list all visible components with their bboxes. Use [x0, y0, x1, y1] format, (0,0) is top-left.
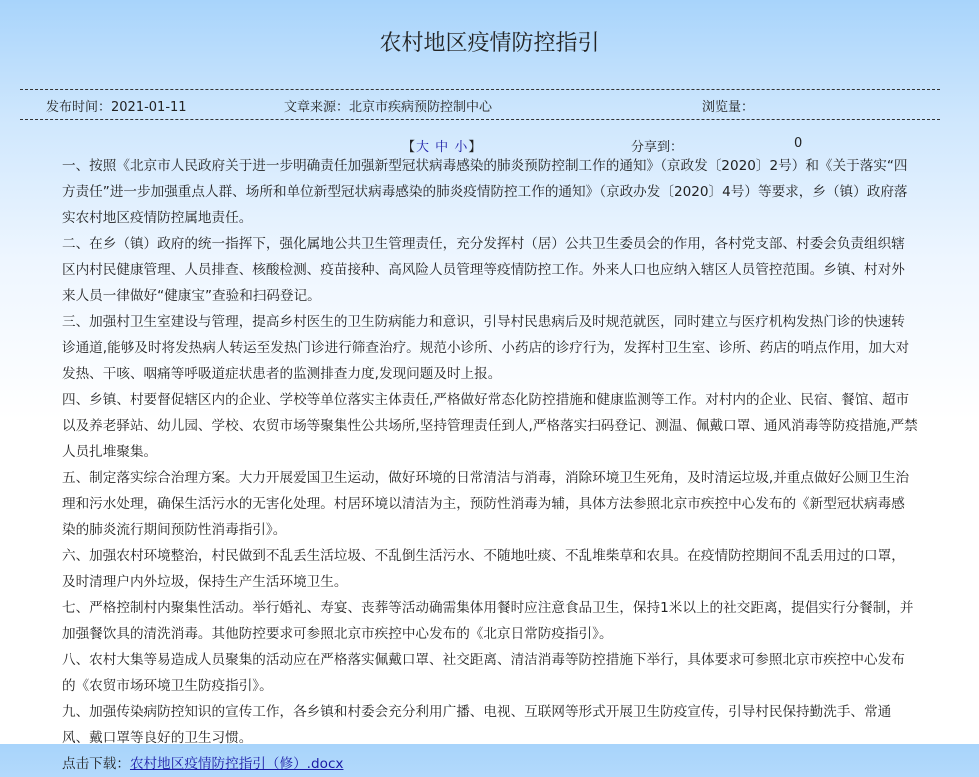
bracket: 【 — [402, 140, 416, 155]
share-label: 分享到： — [631, 140, 684, 155]
view-count-label: 浏览量： — [702, 100, 755, 115]
paragraph: 一、按照《北京市人民政府关于进一步明确责任加强新型冠状病毒感染的肺炎预防控制工作的通知》（京政发〔2020〕2号）和《关于落实“四方责任”进一步加强重点人群、场所和单位新型冠状病毒感染的肺炎疫情防控工作的通知》（京政办发〔2020〕4号）等要求，乡（镇）政府落实农村地区疫情防控属地责任。 — [62, 158, 908, 226]
paragraph: 八、农村大集等易造成人员聚集的活动应在严格落实佩戴口罩、社交距离、清洁消毒等防控措施下举行，具体要求可参照北京市疾控中心发布的《农贸市场环境卫生防疫指引》。 — [62, 652, 905, 694]
paragraph: 九、加强传染病防控知识的宣传工作，各乡镇和村委会充分利用广播、电视、互联网等形式开展卫生防疫宣传，引导村民保持勤洗手、常通风、戴口罩等良好的卫生习惯。 — [62, 704, 892, 746]
download-row — [62, 751, 918, 777]
publish-date-value: 2021-01-11 — [111, 100, 187, 115]
paragraph: 五、制定落实综合治理方案。大力开展爱国卫生运动，做好环境的日常清洁与消毒，消除环境卫生死角，及时清运垃圾,并重点做好公厕卫生治理和污水处理，确保生活污水的无害化处理。村居环境以清洁为主，预防性消毒为辅，具体方法参照北京市疾控中心发布的《新型冠状病毒感染的肺炎流行期间预防性消毒指引》。 — [62, 470, 910, 538]
font-size-large[interactable]: 大 — [416, 140, 430, 155]
download-label: 点击下载： — [62, 756, 130, 772]
paragraph: 六、加强农村环境整治，村民做到不乱丢生活垃圾、不乱倒生活污水、不随地吐痰、不乱堆柴草和农具。在疫情防控期间不乱丢用过的口罩，及时清理户内外垃圾，保持生产生活环境卫生。 — [62, 548, 905, 590]
page-title: 农村地区疫情防控指引 — [379, 31, 600, 56]
font-size-medium[interactable]: 中 — [435, 140, 449, 155]
divider — [20, 89, 940, 90]
download-link[interactable]: 农村地区疫情防控指引（修）.docx — [129, 756, 344, 772]
bracket: 】 — [468, 140, 482, 155]
publish-date — [46, 96, 187, 115]
publish-label: 发布时间： — [46, 100, 112, 115]
paragraph: 四、乡镇、村要督促辖区内的企业、学校等单位落实主体责任,严格做好常态化防控措施和健康监测等工作。对村内的企业、民宿、餐馆、超市以及养老驿站、幼儿园、学校、农贸市场等聚集性公共场所,坚持管理责任到人,严格落实扫码登记、测温、佩戴口罩、通风消毒等防疫措施,严禁人员扎堆聚集。 — [62, 392, 918, 460]
paragraph: 七、严格控制村内聚集性活动。举行婚礼、寿宴、丧葬等活动确需集体用餐时应注意食品卫生，保持1米以上的社交距离，提倡实行分餐制，并加强餐饮具的清洗消毒。其他防控要求可参照北京市疾控中心发布的《北京日常防疫指引》。 — [62, 600, 914, 642]
divider — [20, 119, 940, 120]
article-source — [284, 96, 492, 115]
source-label: 文章来源： — [284, 100, 350, 115]
source-value: 北京市疾病预防控制中心 — [349, 100, 493, 115]
font-size-small[interactable]: 小 — [454, 140, 468, 155]
share-count: 0 — [794, 136, 803, 151]
article-body — [62, 153, 918, 777]
paragraph: 三、加强村卫生室建设与管理，提高乡村医生的卫生防病能力和意识，引导村民患病后及时规范就医，同时建立与医疗机构发热门诊的快速转诊通道,能够及时将发热病人转运至发热门诊进行筛查治疗。规范小诊所、小药店的诊疗行为，发挥村卫生室、诊所、药店的哨点作用，加大对发热、干咳、咽痛等呼吸道症状患者的监测排查力度,发现问题及时上报。 — [62, 314, 910, 382]
paragraph: 二、在乡（镇）政府的统一指挥下，强化属地公共卫生管理责任，充分发挥村（居）公共卫生委员会的作用，各村党支部、村委会负责组织辖区内村民健康管理、人员排查、核酸检测、疫苗接种、高风险人员管理等疫情防控工作。外来人口也应纳入辖区人员管控范围。乡镇、村对外来人员一律做好“健康宝”查验和扫码登记。 — [62, 236, 905, 304]
